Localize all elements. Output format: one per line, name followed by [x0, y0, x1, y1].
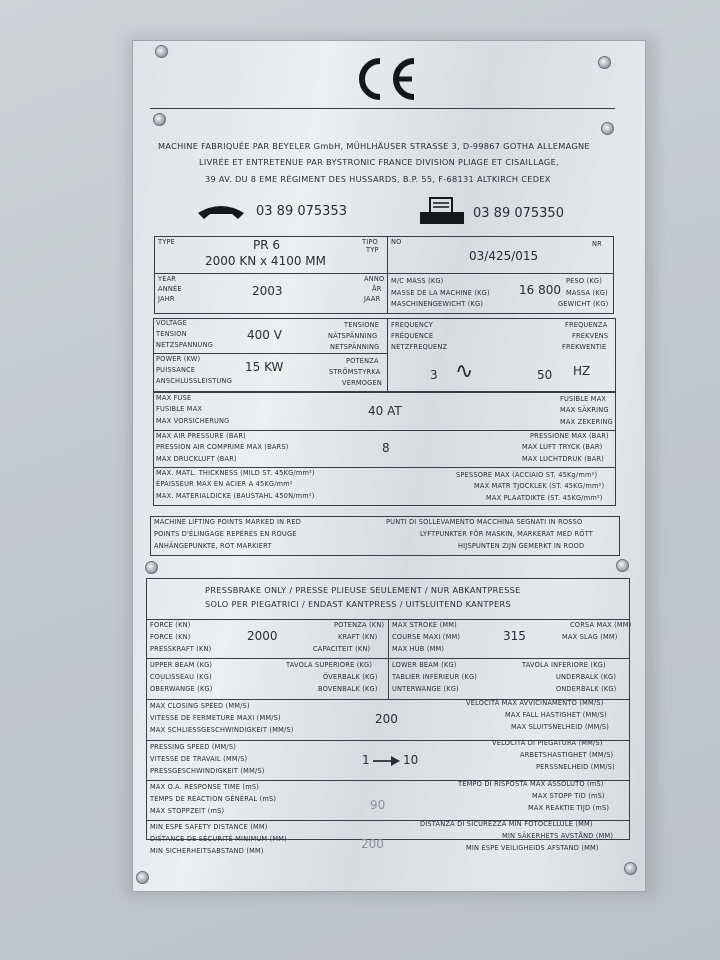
divider: [153, 430, 616, 431]
response-time-label-sv: MAX STOPP TID (mS): [532, 792, 605, 800]
thickness-label-sv: MAX MATR TJOCKLEK (ST. 45KG/mm²): [474, 482, 605, 490]
mass-label-it: PESO (KG): [566, 277, 602, 285]
phase-count-value: 3: [430, 368, 438, 382]
screw-icon: [601, 122, 614, 135]
pressbrake-title-line1: PRESSBRAKE ONLY / PRESSE PLIEUSE SEULEMENT / NUR ABKANTPRESSE: [205, 585, 521, 595]
pressing-speed-label-en: PRESSING SPEED (MM/S): [150, 743, 236, 751]
safety-distance-label-sv: MIN SÄKERHETS AVSTÅND (MM): [502, 832, 614, 840]
year-label-it: ANNO: [364, 275, 385, 283]
safety-distance-label-nl: MIN ESPE VEILIGHEIDS AFSTAND (MM): [466, 844, 599, 852]
year-label-sv: ÅR: [372, 285, 382, 293]
pressing-speed-label-sv: ARBETSHASTIGHET (MM/S): [520, 751, 614, 759]
ce-separator: [150, 108, 615, 109]
power-label-fr: PUISSANCE: [156, 366, 196, 374]
air-pressure-label-nl: MAX LUCHTDRUK (BAR): [522, 455, 605, 463]
lower-beam-label-de: UNTERWANGE (KG): [392, 685, 459, 693]
power-label-nl: VERMOGEN: [342, 379, 382, 387]
divider: [153, 353, 387, 354]
screw-icon: [598, 56, 611, 69]
distributor-line: LIVRÉE ET ENTRETENUE PAR BYSTRONIC FRANCE DIVISION PLIAGE ET CISAILLAGE,: [199, 157, 559, 167]
frequency-unit: HZ: [573, 364, 591, 378]
type-serial-table: [154, 236, 614, 314]
serial-number-value: 03/425/015: [469, 249, 539, 263]
closing-speed-value: 200: [375, 712, 398, 726]
typ-label: TYP: [366, 246, 379, 254]
frequency-label-de: NETZFREQUENZ: [391, 343, 448, 351]
type-model-value: PR 6: [253, 238, 281, 252]
frequency-label-fr: FRÉQUENCE: [391, 332, 434, 340]
telephone-icon: [196, 203, 246, 221]
ce-mark-icon: [352, 55, 422, 103]
year-label-en: YEAR: [158, 275, 177, 283]
closing-speed-label-sv: MAX FALL HASTIGHET (MM/S): [505, 711, 607, 719]
pressing-speed-max-value: 10: [403, 753, 419, 767]
type-capacity-value: 2000 KN x 4100 MM: [205, 254, 326, 268]
response-time-label-nl: MAX REAKTIE TIJD (mS): [528, 804, 610, 812]
lifting-label-en: MACHINE LIFTING POINTS MARKED IN RED: [154, 518, 301, 526]
voltage-label-sv: NÄTSPÄNNING: [328, 332, 378, 340]
force-value: 2000: [247, 629, 278, 643]
fuse-label-de: MAX VORSICHERUNG: [156, 417, 230, 425]
thickness-label-it: SPESSORE MAX (ACCIAIO ST. 45Kg/mm²): [456, 471, 598, 479]
thickness-label-de: MAX. MATERIALDICKE (BAUSTAHL 450N/mm²): [156, 492, 315, 500]
pressing-speed-min-value: 1: [362, 753, 370, 767]
force-label-nl: CAPACITEIT (KN): [313, 645, 371, 653]
force-label-en: FORCE (KN): [150, 621, 191, 629]
air-pressure-label-de: MAX DRUCKLUFT (BAR): [156, 455, 237, 463]
fuse-label-en: MAX FUSE: [156, 394, 192, 402]
lower-beam-label-nl: ONDERBALK (KG): [556, 685, 617, 693]
stroke-value: 315: [503, 629, 526, 643]
voltage-value: 400 V: [247, 328, 282, 342]
safety-distance-label-it: DISTANZA DI SICUREZZA MIN FOTOCELLULE (MM): [420, 820, 593, 828]
fuse-label-fr: FUSIBLE MAX: [156, 405, 203, 413]
response-time-value: 90: [370, 798, 386, 812]
screw-icon: [616, 559, 629, 572]
air-pressure-value: 8: [382, 441, 390, 455]
thickness-label-fr: ÉPAISSEUR MAX EN ACIER A 45KG/mm²: [156, 480, 293, 488]
voltage-label-en: VOLTAGE: [156, 319, 187, 327]
air-pressure-label-fr: PRESSION AIR COMPRIMÉ MAX (BARS): [156, 443, 289, 451]
stroke-label-fr: COURSE MAXI (MM): [392, 633, 461, 641]
manufacturer-line: MACHINE FABRIQUÉE PAR BEYELER GmbH, MÜHLHÄUSER STRASSE 3, D-99867 GOTHA ALLEMAGNE: [158, 141, 590, 151]
fuse-value: 40 AT: [368, 404, 402, 418]
air-pressure-label-it: PRESSIONE MAX (BAR): [530, 432, 609, 440]
lower-beam-label-it: TAVOLA INFERIORE (KG): [522, 661, 606, 669]
closing-speed-label-nl: MAX SLUITSNELHEID (MM/S): [511, 723, 610, 731]
voltage-label-nl: NETSPÄNNING: [330, 343, 380, 351]
frequency-value: 50: [537, 368, 553, 382]
stroke-label-it: CORSA MAX (MM): [570, 621, 632, 629]
lifting-label-nl: HIJSPUNTEN ZIJN GEMERKT IN ROOD: [458, 542, 585, 550]
upper-beam-label-fr: COULISSEAU (KG): [150, 673, 212, 681]
safety-distance-value: 200: [361, 837, 384, 851]
stroke-label-sv: MAX SLAG (MM): [562, 633, 618, 641]
divider: [154, 273, 614, 274]
pressing-speed-label-nl: PERSSNELHEID (MM/S): [536, 763, 615, 771]
tipo-label: TIPO: [362, 238, 378, 246]
power-label-sv: STRÖMSTYRKA: [329, 368, 381, 376]
response-time-label-it: TEMPO DI RISPOSTA MAX ASSOLUTO (mS): [458, 780, 604, 788]
voltage-label-fr: TENSION: [156, 330, 187, 338]
fax-number: 03 89 075350: [473, 206, 564, 221]
force-label-sv: KRAFT (KN): [338, 633, 378, 641]
air-pressure-label-sv: MAX LUFT TRYCK (BAR): [522, 443, 603, 451]
divider: [146, 658, 630, 659]
lower-beam-label-sv: UNDERBALK (KG): [556, 673, 617, 681]
closing-speed-label-it: VELOCITÀ MAX AVVICINAMENTO (MM/S): [466, 699, 604, 707]
closing-speed-label-en: MAX CLOSING SPEED (MM/S): [150, 702, 250, 710]
year-label-fr: ANNÉE: [158, 285, 182, 293]
mass-label-de: MASCHINENGEWICHT (KG): [391, 300, 484, 308]
pressing-speed-label-de: PRESSGESCHWINDIGKEIT (MM/S): [150, 767, 265, 775]
year-label-nl: JAAR: [364, 295, 381, 303]
serial-label: NO: [391, 238, 402, 246]
upper-beam-label-de: OBERWANGE (KG): [150, 685, 213, 693]
pressbrake-title-line2: SOLO PER PIEGATRICI / ENDAST KANTPRESS / UITSLUITEND KANTPERS: [205, 599, 511, 609]
lifting-label-de: ANHÄNGEPUNKTE, ROT MARKIERT: [154, 542, 272, 550]
safety-distance-label-fr: DISTANCE DE SÉCURITÉ MINIMUM (MM): [150, 835, 287, 843]
response-time-label-fr: TEMPS DE RÉACTION GÉNÉRAL (mS): [150, 795, 277, 803]
divider: [387, 236, 388, 314]
power-value: 15 KW: [245, 360, 284, 374]
mass-label-fr: MASSE DE LA MACHINE (KG): [391, 289, 490, 297]
power-label-en: POWER (KW): [156, 355, 201, 363]
stroke-label-de: MAX HUB (MM): [392, 645, 445, 653]
frequency-label-en: FREQUENCY: [391, 321, 433, 329]
divider: [153, 467, 616, 468]
upper-beam-label-it: TAVOLA SUPERIORE (KG): [286, 661, 373, 669]
fuse-label-sv: MAX SÄKRING: [560, 406, 609, 414]
screw-icon: [145, 561, 158, 574]
force-label-it: POTENZA (KN): [334, 621, 385, 629]
response-time-label-en: MAX O.A. RESPONSE TIME (mS): [150, 783, 259, 791]
power-label-de: ANSCHLUSSLEISTUNG: [156, 377, 232, 385]
year-label-de: JAHR: [158, 295, 175, 303]
pressing-speed-label-it: VELOCITÀ DI PIEGATURA (MM/S): [492, 739, 603, 747]
stroke-label-en: MAX STROKE (MM): [392, 621, 457, 629]
thickness-label-nl: MAX PLAATDIKTE (ST. 45KG/mm²): [486, 494, 603, 502]
power-label-it: POTENZA: [346, 357, 379, 365]
safety-distance-label-en: MIN ESPE SAFETY DISTANCE (MM): [150, 823, 268, 831]
voltage-label-it: TENSIONE: [344, 321, 380, 329]
closing-speed-label-fr: VITESSE DE FERMETURE MAXI (MM/S): [150, 714, 281, 722]
voltage-label-de: NETZSPANNUNG: [156, 341, 214, 349]
mass-value: 16 800: [519, 283, 561, 297]
screw-icon: [155, 45, 168, 58]
lifting-label-it: PUNTI DI SOLLEVAMENTO MACCHINA SEGNATI IN ROSSO: [386, 518, 583, 526]
pressing-speed-label-fr: VITESSE DE TRAVAIL (MM/S): [150, 755, 248, 763]
lower-beam-label-en: LOWER BEAM (KG): [392, 661, 457, 669]
force-label-fr: FORCE (KN): [150, 633, 191, 641]
fuse-label-nl: MAX ZEKERING: [560, 418, 613, 426]
type-label: TYPE: [158, 238, 175, 246]
phone-number: 03 89 075353: [256, 204, 347, 219]
serial-label-nr: NR: [592, 240, 602, 248]
screw-icon: [624, 862, 637, 875]
screw-icon: [136, 871, 149, 884]
address-line: 39 AV. DU 8 EME RÉGIMENT DES HUSSARDS, B.P. 55, F-68131 ALTKIRCH CEDEX: [205, 174, 551, 184]
force-label-de: PRESSKRAFT (KN): [150, 645, 212, 653]
thickness-label-en: MAX. MATL. THICKNESS (MILD ST. 45KG/mm²): [156, 469, 315, 477]
divider: [387, 318, 388, 392]
mass-label-sv: MASSA (KG): [566, 289, 608, 297]
lifting-label-fr: POINTS D'ÉLINGAGE REPÉRÉS EN ROUGE: [154, 530, 297, 538]
upper-beam-label-sv: ÖVERBALK (KG): [323, 673, 378, 681]
fuse-label-it: FUSIBLE MAX: [560, 395, 607, 403]
divider: [388, 619, 389, 699]
response-time-label-de: MAX STOPPZEIT (mS): [150, 807, 225, 815]
safety-distance-label-de: MIN SICHERHEITSABSTAND (MM): [150, 847, 264, 855]
mass-label-nl: GEWICHT (KG): [558, 300, 609, 308]
frequency-label-nl: FREKWENTIE: [562, 343, 607, 351]
upper-beam-label-nl: BOVENBALK (KG): [318, 685, 378, 693]
ac-sine-icon: ∿: [455, 359, 474, 384]
year-value: 2003: [252, 284, 283, 298]
lower-beam-label-fr: TABLIER INFÉRIEUR (KG): [392, 673, 478, 681]
screw-icon: [153, 113, 166, 126]
frequency-label-sv: FREKVENS: [572, 332, 609, 340]
mass-label-en: M/C MASS (KG): [391, 277, 444, 285]
closing-speed-label-de: MAX SCHLIESSGESCHWINDIGKEIT (MM/S): [150, 726, 294, 734]
frequency-label-it: FREQUENZA: [565, 321, 608, 329]
fax-icon: [418, 196, 466, 226]
upper-beam-label-en: UPPER BEAM (KG): [150, 661, 213, 669]
lifting-label-sv: LYFTPUNKTER FÖR MASKIN, MARKERAT MED RÖTT: [420, 530, 594, 538]
arrow-right-icon: [373, 755, 401, 767]
air-pressure-label-en: MAX AIR PRESSURE (BAR): [156, 432, 246, 440]
